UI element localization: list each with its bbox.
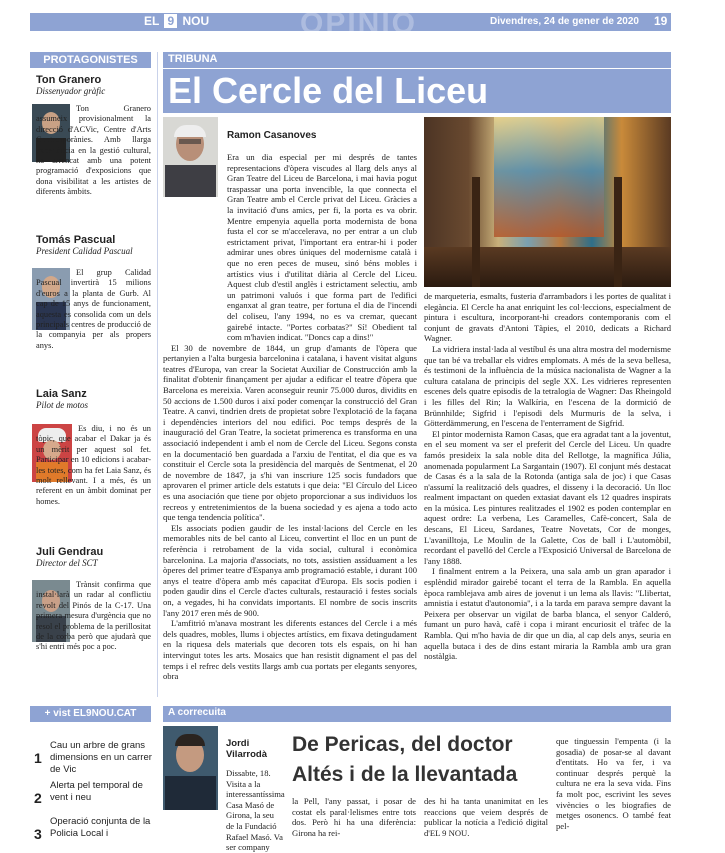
most-read-list (30, 740, 155, 846)
item-text: Operació conjunta de la Policia Local i (50, 816, 151, 839)
paragraph: Els associats podien gaudir de les instal·lacions del Cercle en les memorables nits de bel canto al Liceu, convertint el lloc en un punt de referència i retrobament de la vida social, cultural i econòmica barcelonina. La majoria d'associats, no tots, assistien assíduament a les òperes del primer teatre d'Espanya amb programació estable, i durant 100 anys el teatre d'òpera amb més capacitat d'Europa. Els socis podien i poden gaudir dins el Cercle d'actes culturals, restauració i festes socials on, a vegades, hi ha convidats importants. El nombre de socis inscrits l'any 2017 eren més de 900. (163, 522, 417, 618)
article-column-1 (163, 152, 417, 692)
column-divider (157, 52, 158, 697)
protagonist-text: Ton Granero assumeix provisionalment la direcció d'ACVic, Centre d'Arts Contemporànies. Amb llarga experiència en la gestió cultural, ha arrencat amb una potent programació d'exposicions que dona visibilitat a les artistes de diferents àmbits. (36, 104, 151, 197)
protagonistes-title: PROTAGONISTES (30, 52, 151, 68)
protagonist-role: Dissenyador gràfic (36, 86, 106, 96)
most-read-item[interactable] (30, 740, 155, 780)
stained-glass-photo (424, 117, 671, 287)
correcuita-title: De Pericas, del doctor Altés i de la llevantada (292, 733, 518, 786)
article-column-2 (424, 291, 671, 691)
protagonist-name: Juli Gendrau (36, 546, 104, 558)
tribuna-section-label: TRIBUNA (168, 53, 218, 65)
protagonist-role: Pilot de motos (36, 400, 88, 410)
header-date: Divendres, 24 de gener de 2020 (490, 16, 639, 27)
protagonist-text: El grup Calidad Pascual invertirà 15 milions d'euros a la planta de Gurb. Al cap de 15 anys de funcionament, aquesta es consolida com un dels principals centres de producció de la companyia per als propers anys. (36, 268, 151, 350)
protagonist-1 (36, 74, 151, 96)
protagonist-role: President Calidad Pascual (36, 246, 133, 256)
paragraph: de marqueteria, esmalts, fusteria d'arrambadors i les portes de qualitat i elegància. El Cercle ha anat enriquint les col·leccions, especialment de pintura i escultura, incorporant-hi creadors contemporanis com el conjunt de gravats d'Antoni Tàpies, el 2010, dedicats a Richard Wagner. (424, 291, 671, 344)
protagonist-4 (36, 546, 151, 568)
page-number: 19 (654, 14, 668, 28)
item-number: 2 (34, 790, 42, 806)
paragraph: I finalment entrem a la Peixera, una sala amb un gran aparador i esplèndid mirador gairebé tocant el terra de la Rambla. En aquella època ramblejava amb aires de jovenut i un lema als llavis: "Llibertat, amnistia i estatut d'autonomia", i a la tarda em parava sempre davant la Peixera per observar un vigilat de barba blanca, el senyor Calderó, fumant un puro havà, cafè i copa i mirant encuriosit el tràfec de la Rambla. Qui m'ho havia de dir que un dia, al cap dels anys, seuria en aquella butaca i des de dins estant miraria la Rambla amb ura gran nostàlgia. (424, 566, 671, 662)
item-number: 3 (34, 826, 42, 842)
paragraph: La vidriera instal·lada al vestíbul és una altra mostra del modernisme que tan bé va treballar els vidres emplomats. A més de la seva bellesa, és testimoni de la influència de la música nacionalista de Wagner a la cultura catalana de principis del segle XX. Les vidrieres representen escenes dels quatre episodis de la tetralogia de Wagner: Das Rheingold i les filles del Rin; la Walkíria, en l'escena de la dormició de Brünnhilde; Sigfrid i l'episodi dels Murmuris de la selva, i Götterdämmerung, en l'escena de l'enterrament de Sigfrid. (424, 343, 671, 429)
protagonist-text: Es diu, i no és un tòpic, que acabar el Dakar ja és un mèrit per aquest sol fet. Participar en 10 edicions i acabar-les totes, com ha fet Laia Sanz, és molt rellevant. I a més, és un referent en un àmbit dominat per homes. (36, 424, 151, 506)
page-header (30, 7, 671, 40)
header-brand (144, 14, 209, 28)
correcuita-col-b: la Pell, l'any passat, i posar de costat els paral·lelismes entre tots dos. Però hi ha una diferència: Girona ha rei- (292, 796, 416, 838)
article-title: El Cercle del Liceu (168, 70, 489, 111)
header-watermark: OPINIÓ (300, 7, 418, 40)
brand-el: EL (144, 14, 160, 28)
protagonist-text: Trànsit confirma que instal·larà un radar al conflictiu revolt del Pinós de la C-17. Una primera mesura d'urgència que no resol el problema de la perillositat de la corba però que ajudarà que s'hi entri més poc a poc. (36, 580, 151, 652)
protagonist-name: Laia Sanz (36, 388, 87, 400)
correcuita-author: Jordi Vilarrodà (226, 738, 268, 760)
item-text: Alerta pel temporal de vent i neu (50, 780, 143, 803)
correcuita-col-d: que tinguessin l'empenta (i la gosadia) de posar-se al davant d'entitats. Ho va fer, i va continuar després perquè la cultura ne era la seva vida. Fins fa molt poc, escrivint les seves vivències o les biografies de metges osonencs. O també feat pel- (556, 736, 671, 831)
correcuita-col-a: Dissabte, 18. Visita a la interessantíssima Casa Masó de Girona, la seu de la Fundació Rafael Masó. Va ser company (226, 768, 285, 853)
brand-nou: NOU (182, 14, 210, 28)
tribuna-section-bar (163, 52, 671, 68)
item-text: Cau un arbre de grans dimensions en un carrer de Vic (50, 740, 152, 775)
correcuita-col-c: des hi ha tanta unanimitat en les reaccions que veiem després de publicar la notícia a l'edició digital d'EL 9 NOU. (424, 796, 548, 838)
item-number: 1 (34, 750, 42, 766)
tribuna-title-bar (163, 69, 671, 113)
protagonist-2 (36, 234, 151, 256)
paragraph: L'amfitrió m'anava mostrant les diferents estances del Cercle i a més dels quadres, mobles, llums i objectes artístics, em fixava detingudament en la riquesa dels materials que decoren tots els espais, on hi han intervingut totes les arts. Mosaics que han resistit dignament el pas del temps i el refrec dels vestits llargs amb cua portats per elegants senyores, obra (163, 618, 417, 682)
most-read-item[interactable] (30, 816, 155, 846)
protagonist-3 (36, 388, 151, 410)
protagonist-name: Tomás Pascual (36, 234, 116, 246)
article-author: Ramon Casanoves (227, 130, 317, 141)
brand-nine: 9 (164, 14, 177, 28)
paragraph: El 30 de novembre de 1844, un grup d'amants de l'òpera que pertanyien a l'alta burgesia barcelonina i catalana, i havent visitat alguns teatres d'Europa, van crear la Societat Auxiliar de Construcción amb la finalitat d'obtenir finançament per ajudar a edificar el teatre d'òpera que Barcelona es mereixia. Varen aconseguir reunir 75.000 duros, dividits en 50 accions de 1.500 duros i així poder començar la construcció del Gran Teatre. A canvi, tindrien drets de propietat sobre l'explotació de la façana i dependències interiors del nou edifici. Poc temps després de la inauguració del Gran Teatre, la societat primerenca es transforma en una associació independent i amb el nom de Cercle del Liceu. Segons consta en la documentació ben guardada a l'arxiu de l'entitat, el dia que es va constituir el Cercle sota la presidència del marquès de Sentmenat, el 20 de novembre de 1847, ja s'hi van inscriure 125 socis fundadors que aprovaren el primer article dels estatuts i que deia: "El Círculo del Liceo es una asociación que tiene por objeto proporcionar a sus individuos los recreos y entretenimientos de la buena sociedad y es ajena a todo acto que tenga tendencia política". (163, 342, 417, 523)
correcuita-author-photo (163, 726, 218, 810)
protagonist-role: Director del SCT (36, 558, 98, 568)
paragraph: El pintor modernista Ramon Casas, que era agradat tant a la joventut, en el seu moment va ser el preferit del Cercle del Liceu. Un quadre famós presideix la sala noble dita del Rellotge, la magnífica Júlia, anomenada popularment La Sargantain (1907). El conjunt més destacat de Casas és a la sala de la Rotonda (antiga sala de joc) i que Casas n'assumí la realització dels quadres, el disseny i la decoració. Un lloc realment impactant on queden extasiat davant els 12 quadres inspirats en la música. Les pintures realitzades el 1902 es poden contemplar en aquest ordre: La verbena, Les Caramelles, Cafè-concert, Sala de descans, El Liceu, Sardanes, Teatre Novetats, Cor de monges, L'avanilltoja, Le Moulin de la Galette, Cos de ball i L'automòbil, recordant el pavelló del Cercle a l'Exposició Universal de Barcelona de l'any 1888. (424, 428, 671, 566)
correcuita-section-label: A correcuita (168, 707, 226, 718)
correcuita-section-bar (163, 706, 671, 722)
most-read-title: + vist EL9NOU.CAT (30, 706, 151, 722)
most-read-item[interactable] (30, 780, 155, 816)
paragraph: Era un dia especial per mi després de tantes representacions d'òpera viscudes al llarg dels anys al Gran Teatre del Liceu de Barcelona, i mai havia pogut traspassar una porta invencible, la que connecta el Gran Teatre amb el Cercle privat del Liceu. Gràcies a la invitació d'uns amics, per fi, la porta es va obrir. Mentre empenyia aquella porta modernista de bona fusta el cor se m'accelerava, no per entrar a un club estrictament privat, l'important era entrar-hi i poder admirar unes obres úniques del modernisme català i que no eren peces de museu, sinó béns mobles i artístics vius i d'utilitat diària al Cercle del Liceu. Aquest club d'estil anglès i estrictament selectiu, amb un patrimoni valuós i que forma part de l'edifici enganxat al gran teatre, per fortuna el dia de l'incendi del coliseu, l'any 1994, no es va cremar, quecant gairebé intacte. "Portes corbatas?" Sí! Obedient tal com m'havien indicat. "Doncs cap a dins!" (227, 152, 417, 343)
protagonist-name: Ton Granero (36, 74, 102, 86)
